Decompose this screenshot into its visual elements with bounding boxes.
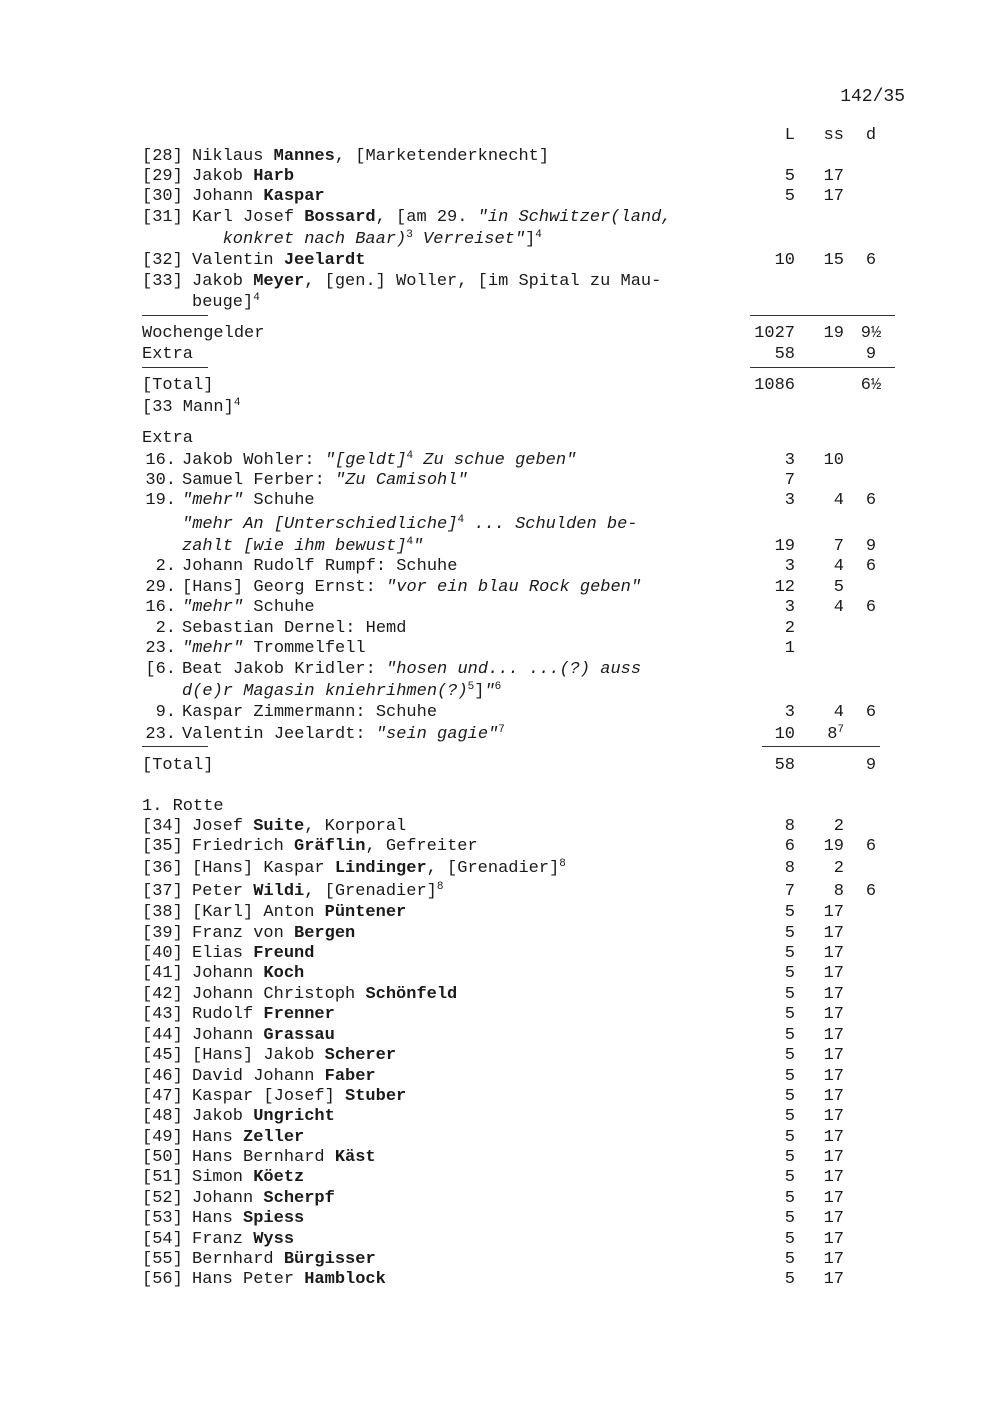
value-ss: 17 — [823, 1026, 844, 1045]
person-row: [33] Jakob Meyer, [gen.] Woller, [im Spital zu Mau- — [142, 272, 662, 291]
value-ss: 17 — [823, 1046, 844, 1065]
value-l: 5 — [784, 1270, 795, 1289]
value-l: 5 — [784, 1209, 795, 1228]
value-ss: 17 — [823, 1005, 844, 1024]
surname: Grassau — [263, 1026, 335, 1045]
person-row-continuation: konkret nach Baar)$^3$ Verreiset"]$^4$ — [222, 229, 542, 249]
person-row: [29] Jakob Harb 5 17 — [142, 167, 844, 186]
row-number: [54] — [142, 1230, 183, 1249]
value-ss: 17 — [823, 985, 844, 1004]
row-number: [36] — [142, 859, 183, 878]
value-l: 5 — [784, 1168, 795, 1187]
person-row: [32] Valentin Jeelardt 10 15 6 — [142, 251, 877, 270]
row-number: [46] — [142, 1067, 183, 1086]
rotte-row — [142, 985, 892, 1005]
value-l: 5 — [784, 1189, 795, 1208]
value-ss: 19 — [823, 837, 844, 856]
row-number: [47] — [142, 1087, 183, 1106]
row-number: [35] — [142, 837, 183, 856]
value-ss: 17 — [823, 924, 844, 943]
rotte-row — [142, 1128, 892, 1148]
sum-rule — [750, 315, 895, 316]
value-ss: 17 — [823, 1107, 844, 1126]
sum-rule — [762, 746, 880, 747]
section-heading: 1. Rotte — [142, 797, 224, 816]
value-ss: 2 — [833, 859, 844, 878]
row-number: [50] — [142, 1148, 183, 1167]
rotte-row — [142, 1005, 892, 1025]
surname: Käst — [334, 1148, 376, 1167]
person-name: [Karl] Anton Püntener — [192, 903, 407, 922]
value-l: 7 — [784, 882, 795, 901]
surname: Hamblock — [304, 1270, 386, 1289]
value-ss: 17 — [823, 1189, 844, 1208]
value-l: 5 — [784, 924, 795, 943]
value-ss: 17 — [823, 1067, 844, 1086]
row-number: [39] — [142, 924, 183, 943]
value-l: 5 — [784, 1148, 795, 1167]
extra-row-continuation: zahlt [wie ihm bewust]$^4$" 19 7 9 — [182, 536, 877, 556]
surname: Mannes — [273, 147, 335, 166]
value-l: 6 — [784, 837, 795, 856]
total-row: [Total] 58 9 — [142, 756, 877, 775]
person-name: Franz Wyss — [192, 1230, 295, 1249]
value-d: 6 — [865, 882, 877, 901]
surname: Zeller — [243, 1128, 305, 1147]
rotte-row — [142, 944, 892, 964]
value-ss: 17 — [823, 1230, 844, 1249]
person-name: Peter Wildi, [Grenadier]$^8$ — [192, 881, 444, 901]
extra-row: 30. Samuel Ferber: "Zu Camisohl" 7 — [145, 471, 795, 490]
footnote-rule — [142, 367, 208, 368]
value-ss: 17 — [823, 1168, 844, 1187]
person-name: Josef Suite, Korporal — [192, 817, 407, 836]
rotte-row — [142, 964, 892, 984]
row-number: [43] — [142, 1005, 183, 1024]
footnote-rule — [142, 746, 208, 747]
value-l: 8 — [784, 817, 795, 836]
value-l: 5 — [784, 944, 795, 963]
value-ss: 17 — [823, 1128, 844, 1147]
value-l: 8 — [784, 859, 795, 878]
person-name: Johann Grassau — [192, 1026, 335, 1045]
summary-row: Extra 58 9 — [142, 345, 877, 364]
surname: Lindinger — [334, 859, 427, 878]
surname: Harb — [253, 167, 295, 186]
person-name: Kaspar [Josef] Stuber — [192, 1087, 407, 1106]
row-number: [48] — [142, 1107, 183, 1126]
header-l: L — [784, 126, 795, 145]
person-name: Hans Bernhard Käst — [192, 1148, 376, 1167]
surname: Stuber — [345, 1087, 407, 1106]
value-l: 5 — [784, 1087, 795, 1106]
extra-row: 23. Valentin Jeelardt: "sein gagie"$^7$ 10 $8^7$ — [145, 724, 844, 744]
rotte-row — [142, 1148, 892, 1168]
person-name: Franz von Bergen — [192, 924, 356, 943]
value-l: 5 — [784, 985, 795, 1004]
surname: Jeelardt — [283, 251, 366, 270]
surname: Wildi — [253, 882, 305, 901]
value-ss: 2 — [833, 817, 844, 836]
value-ss: 17 — [823, 1148, 844, 1167]
header-ss: ss — [823, 126, 844, 145]
row-number: [42] — [142, 985, 183, 1004]
surname: Freund — [253, 944, 315, 963]
surname: Scherpf — [263, 1189, 335, 1208]
rotte-row — [142, 837, 892, 857]
value-l: 5 — [784, 903, 795, 922]
surname: Frenner — [263, 1005, 335, 1024]
surname: Wyss — [253, 1230, 295, 1249]
summary-row: Wochengelder 1027 19 9½ — [142, 324, 882, 343]
value-ss: 17 — [823, 1250, 844, 1269]
surname: Meyer — [253, 272, 305, 291]
rotte-row — [142, 1026, 892, 1046]
row-number: [34] — [142, 817, 183, 836]
surname: Bergen — [294, 924, 356, 943]
row-number: [51] — [142, 1168, 183, 1187]
rotte-row — [142, 1107, 892, 1127]
value-d: 6 — [865, 837, 877, 856]
person-name: [Hans] Kaspar Lindinger, [Grenadier]$^8$ — [192, 858, 566, 878]
surname: Bürgisser — [283, 1250, 376, 1269]
row-number: [56] — [142, 1270, 183, 1289]
value-l: 5 — [784, 1005, 795, 1024]
value-l: 5 — [784, 964, 795, 983]
mann-count: [33 Mann]$^4$ — [142, 397, 241, 417]
value-l: 5 — [784, 1107, 795, 1126]
surname: Kaspar — [263, 187, 325, 206]
total-row: [Total] 1086 6½ — [142, 376, 882, 395]
rotte-row — [142, 859, 892, 879]
person-name: Johann Christoph Schönfeld — [192, 985, 458, 1004]
person-name: [Hans] Jakob Scherer — [192, 1046, 397, 1065]
value-l: 5 — [784, 1026, 795, 1045]
person-name: Rudolf Frenner — [192, 1005, 335, 1024]
person-name: Simon Köetz — [192, 1168, 305, 1187]
row-number: [55] — [142, 1250, 183, 1269]
person-row: [31] Karl Josef Bossard, [am 29. "in Schwitzer(land, — [142, 208, 672, 227]
surname: Spiess — [243, 1209, 305, 1228]
column-headers — [142, 126, 892, 146]
row-number: [53] — [142, 1209, 183, 1228]
extra-row-continuation: d(e)r Magasin kniehrihmen(?)$^5$]"$^6$ — [182, 681, 502, 701]
person-name: Hans Peter Hamblock — [192, 1270, 386, 1289]
row-number: [44] — [142, 1026, 183, 1045]
extra-row: 23. "mehr" Trommelfell 1 — [145, 639, 795, 658]
rotte-row — [142, 903, 892, 923]
extra-row: 16. Jakob Wohler: "[geldt]$^4$ Zu schue geben" 3 10 — [145, 450, 844, 470]
rotte-row — [142, 924, 892, 944]
extra-row: "mehr An [Unterschiedliche]$^4$ ... Schulden be- — [182, 514, 638, 534]
person-name: Johann Scherpf — [192, 1189, 335, 1208]
rotte-row — [142, 1270, 892, 1290]
person-name: Hans Zeller — [192, 1128, 305, 1147]
extra-row: 19. "mehr" Schuhe 3 4 6 — [145, 491, 877, 510]
surname: Suite — [253, 817, 305, 836]
surname: Faber — [324, 1067, 376, 1086]
row-number: [38] — [142, 903, 183, 922]
value-l: 5 — [784, 1128, 795, 1147]
rotte-row — [142, 1209, 892, 1229]
value-l: 5 — [784, 1250, 795, 1269]
rotte-row — [142, 882, 892, 902]
surname: Gräflin — [294, 837, 366, 856]
value-ss: 17 — [823, 1087, 844, 1106]
surname: Bossard — [304, 208, 376, 227]
surname: Ungricht — [253, 1107, 335, 1126]
value-ss: 17 — [823, 964, 844, 983]
value-ss: 17 — [823, 903, 844, 922]
rotte-row — [142, 1046, 892, 1066]
extra-row: 29. [Hans] Georg Ernst: "vor ein blau Rock geben" 12 5 — [145, 578, 844, 597]
surname: Köetz — [253, 1168, 305, 1187]
row-number: [49] — [142, 1128, 183, 1147]
person-name: Johann Koch — [192, 964, 305, 983]
surname: Scherer — [324, 1046, 397, 1065]
extra-row: 2. Johann Rudolf Rumpf: Schuhe 3 4 6 — [155, 557, 877, 576]
person-name: Hans Spiess — [192, 1209, 305, 1228]
value-ss: 8 — [833, 882, 844, 901]
rotte-row — [142, 1250, 892, 1270]
page-number: 142/35 — [840, 87, 905, 107]
person-row: [30] Johann Kaspar 5 17 — [142, 187, 844, 206]
row-number: [37] — [142, 882, 183, 901]
extra-row: 9. Kaspar Zimmermann: Schuhe 3 4 6 — [155, 703, 877, 722]
rotte-row — [142, 817, 892, 837]
value-l: 5 — [784, 1067, 795, 1086]
rotte-row — [142, 1230, 892, 1250]
row-number: [52] — [142, 1189, 183, 1208]
person-name: Friedrich Gräflin, Gefreiter — [192, 837, 478, 856]
row-number: [40] — [142, 944, 183, 963]
value-ss: 17 — [823, 944, 844, 963]
section-heading: Extra — [142, 429, 194, 448]
person-name: Elias Freund — [192, 944, 315, 963]
value-ss: 17 — [823, 1270, 844, 1289]
person-name: Jakob Ungricht — [192, 1107, 335, 1126]
sum-rule — [750, 367, 895, 368]
extra-row: 2. Sebastian Dernel: Hemd 2 — [155, 619, 795, 638]
surname: Schönfeld — [365, 985, 458, 1004]
rotte-row — [142, 1168, 892, 1188]
extra-row: [6. Beat Jakob Kridler: "hosen und... ...(?) auss — [145, 660, 642, 679]
person-name: David Johann Faber — [192, 1067, 376, 1086]
rotte-row — [142, 1087, 892, 1107]
person-row: [28] Niklaus Mannes, [Marketenderknecht] — [142, 147, 550, 166]
value-l: 5 — [784, 1046, 795, 1065]
row-number: [41] — [142, 964, 183, 983]
header-d: d — [865, 126, 877, 145]
row-number: [45] — [142, 1046, 183, 1065]
person-row-continuation: beuge]$^4$ — [192, 292, 260, 312]
surname: Püntener — [324, 903, 407, 922]
value-l: 5 — [784, 1230, 795, 1249]
surname: Koch — [263, 964, 305, 983]
extra-row: 16. "mehr" Schuhe 3 4 6 — [145, 598, 877, 617]
value-ss: 17 — [823, 1209, 844, 1228]
footnote-rule — [142, 315, 208, 316]
person-name: Bernhard Bürgisser — [192, 1250, 376, 1269]
rotte-row — [142, 1189, 892, 1209]
rotte-row — [142, 1067, 892, 1087]
